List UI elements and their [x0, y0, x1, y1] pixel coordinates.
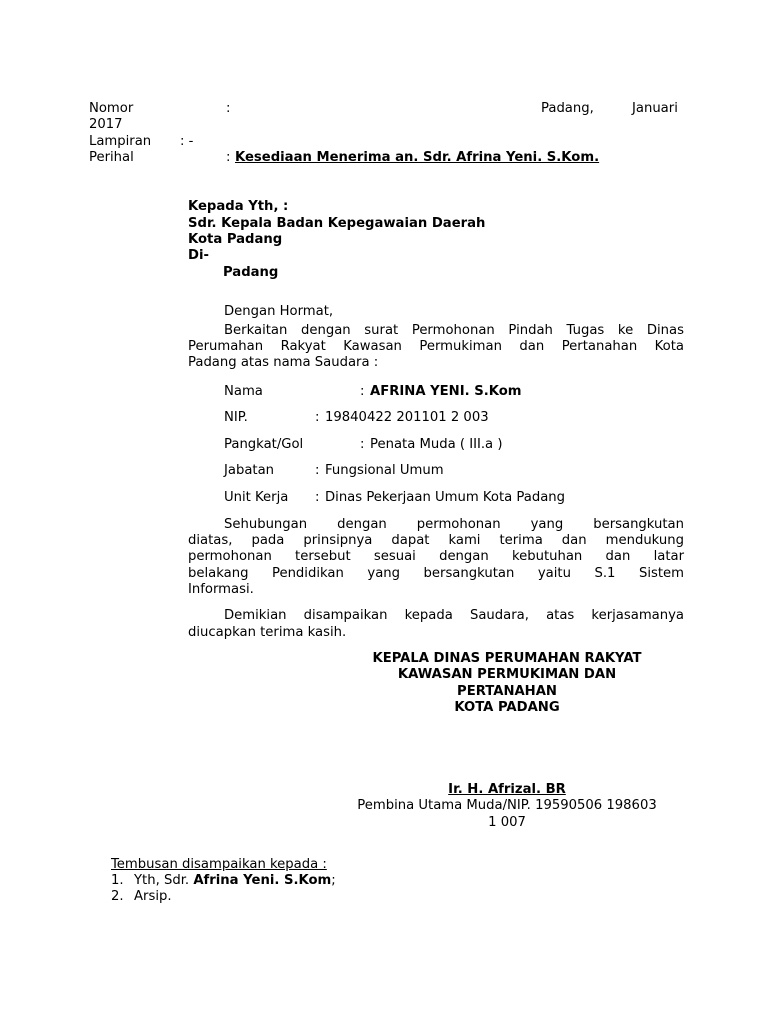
- signature-title-line: KAWASAN PERMUKIMAN DAN: [397, 667, 617, 682]
- nomor-colon: :: [226, 101, 231, 116]
- lampiran-label: Lampiran: [89, 134, 152, 149]
- detail-value: Fungsional Umum: [325, 463, 444, 478]
- cc-item: [134, 889, 172, 905]
- perihal-value: Kesediaan Menerima an. Sdr. Afrina Yeni. S.Kom.: [235, 150, 600, 165]
- detail-sep: :: [360, 437, 365, 452]
- nomor-label: Nomor: [89, 101, 134, 116]
- detail-sep: :: [315, 490, 320, 505]
- perihal-colon: :: [226, 150, 231, 165]
- detail-sep: :: [315, 463, 320, 478]
- detail-value: Dinas Pekerjaan Umum Kota Padang: [325, 490, 566, 505]
- cc-item-prefix: Arsip.: [134, 889, 172, 904]
- greeting: Dengan Hormat,: [224, 304, 334, 319]
- para2-line: Sehubungan dengan permohonan yang bersangkutan: [224, 517, 684, 532]
- para2-line: permohonan tersebut sesuai dengan kebutuhan dan latar: [188, 549, 684, 564]
- cc-item: [134, 873, 336, 889]
- detail-label: Nama: [224, 384, 263, 399]
- detail-sep: :: [360, 384, 365, 399]
- para3-line: Demikian disampaikan kepada Saudara, atas kerjasamanya: [224, 608, 684, 623]
- para2-line: belakang Pendidikan yang bersangkutan yaitu S.1 Sistem: [188, 566, 684, 581]
- para1-line: Padang atas nama Saudara :: [188, 355, 379, 370]
- detail-label: Unit Kerja: [224, 490, 289, 505]
- detail-label: Pangkat/Gol: [224, 437, 304, 452]
- recipient-line-2: Sdr. Kepala Badan Kepegawaian Daerah: [188, 216, 486, 231]
- signatory-rank-line: 1 007: [488, 815, 526, 830]
- detail-value: 19840422 201101 2 003: [325, 410, 489, 425]
- para1-line: Berkaitan dengan surat Permohonan Pindah Tugas ke Dinas: [224, 323, 684, 338]
- detail-value: AFRINA YENI. S.Kom: [370, 384, 522, 399]
- signatory-name: Ir. H. Afrizal. BR: [448, 782, 566, 797]
- signatory-rank-line: Pembina Utama Muda/NIP. 19590506 198603: [357, 798, 657, 813]
- cc-item-prefix: Yth, Sdr.: [134, 873, 194, 888]
- cc-item-name: Afrina Yeni. S.Kom: [193, 873, 332, 888]
- detail-value: Penata Muda ( III.a ): [370, 437, 503, 452]
- signature-title-line: KEPALA DINAS PERUMAHAN RAKYAT: [372, 651, 642, 666]
- detail-sep: :: [315, 410, 320, 425]
- para1-line: Perumahan Rakyat Kawasan Permukiman dan Pertanahan Kota: [188, 339, 684, 354]
- letter-place: Padang,: [541, 101, 594, 116]
- recipient-line-4: Di-: [188, 248, 209, 263]
- cc-item-number: 1.: [111, 873, 124, 888]
- cc-heading: Tembusan disampaikan kepada :: [111, 857, 327, 872]
- recipient-line-1: Kepada Yth, :: [188, 199, 289, 214]
- letter-year: 2017: [89, 117, 123, 132]
- cc-item-suffix: ;: [331, 873, 336, 888]
- letter-month: Januari: [632, 101, 678, 116]
- recipient-line-3: Kota Padang: [188, 232, 283, 247]
- detail-label: NIP.: [224, 410, 248, 425]
- para2-line: diatas, pada prinsipnya dapat kami terima dan mendukung: [188, 533, 684, 548]
- cc-item-number: 2.: [111, 889, 124, 904]
- detail-label: Jabatan: [224, 463, 275, 478]
- recipient-line-5: Padang: [223, 265, 279, 280]
- lampiran-value: : -: [180, 134, 194, 149]
- perihal-label: Perihal: [89, 150, 134, 165]
- para3-line: diucapkan terima kasih.: [188, 625, 347, 640]
- para2-line: Informasi.: [188, 582, 254, 597]
- signature-title-line: KOTA PADANG: [454, 700, 560, 715]
- signature-title-line: PERTANAHAN: [457, 684, 557, 699]
